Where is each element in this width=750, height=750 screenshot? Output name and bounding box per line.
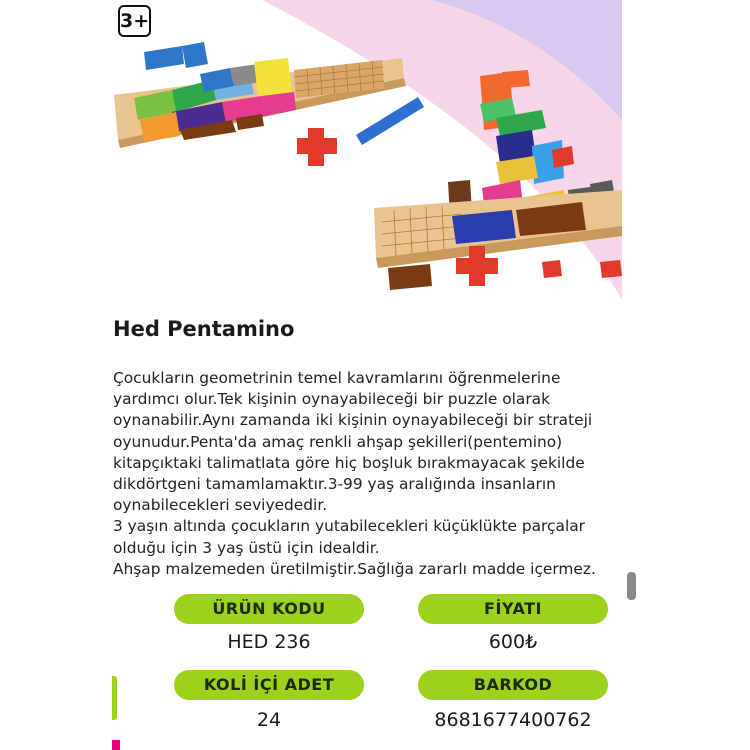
- case-quantity-label: KOLİ İÇİ ADET: [174, 670, 364, 700]
- accent-edge-green: [112, 676, 117, 720]
- description-line: oyunudur.Penta'da amaç renkli ahşap şekilleri(pentemino): [113, 432, 563, 451]
- description-line: Çocukların geometrinin temel kavramlarını öğrenmelerine: [113, 369, 561, 387]
- description-line: Ahşap malzemeden üretilmiştir.Sağlığa zararlı madde içermez.: [113, 559, 596, 578]
- product-photo: [112, 0, 622, 300]
- description-line: kitapçıktaki talimatlata göre hiç boşluk bırakmayacak şekilde: [113, 453, 585, 472]
- product-code-value: HED 236: [227, 631, 311, 653]
- description-line: 3 yaşın altında çocukların yutabilecekleri küçüklükte parçalar: [113, 517, 585, 536]
- description-line: dikdörtgeni tamamlamaktır.3-99 yaş aralığında insanların: [113, 475, 556, 494]
- barcode-value: 8681677400762: [434, 709, 592, 731]
- age-badge: 3+: [118, 5, 151, 37]
- price-value: 600₺: [488, 631, 538, 653]
- product-description: [113, 368, 622, 580]
- description-line: olduğu için 3 yaş üstü için idealdir.: [113, 538, 380, 557]
- accent-edge-pink: [112, 740, 120, 750]
- barcode-label: BARKOD: [418, 670, 608, 700]
- product-code-label: ÜRÜN KODU: [174, 594, 364, 624]
- scrollbar-handle[interactable]: [627, 572, 636, 600]
- product-title: Hed Pentamino: [113, 317, 295, 341]
- price-label: FİYATI: [418, 594, 608, 624]
- description-line: yardımcı olur.Tek kişinin oynayabileceği bir puzzle olarak: [113, 390, 551, 409]
- product-card: [112, 0, 622, 750]
- description-line: oynanabilir.Aynı zamanda iki kişinin oynayabileceği bir strateji: [113, 411, 593, 430]
- case-quantity-value: 24: [256, 709, 282, 731]
- description-line: oynabilecekleri seviyededir.: [113, 496, 328, 515]
